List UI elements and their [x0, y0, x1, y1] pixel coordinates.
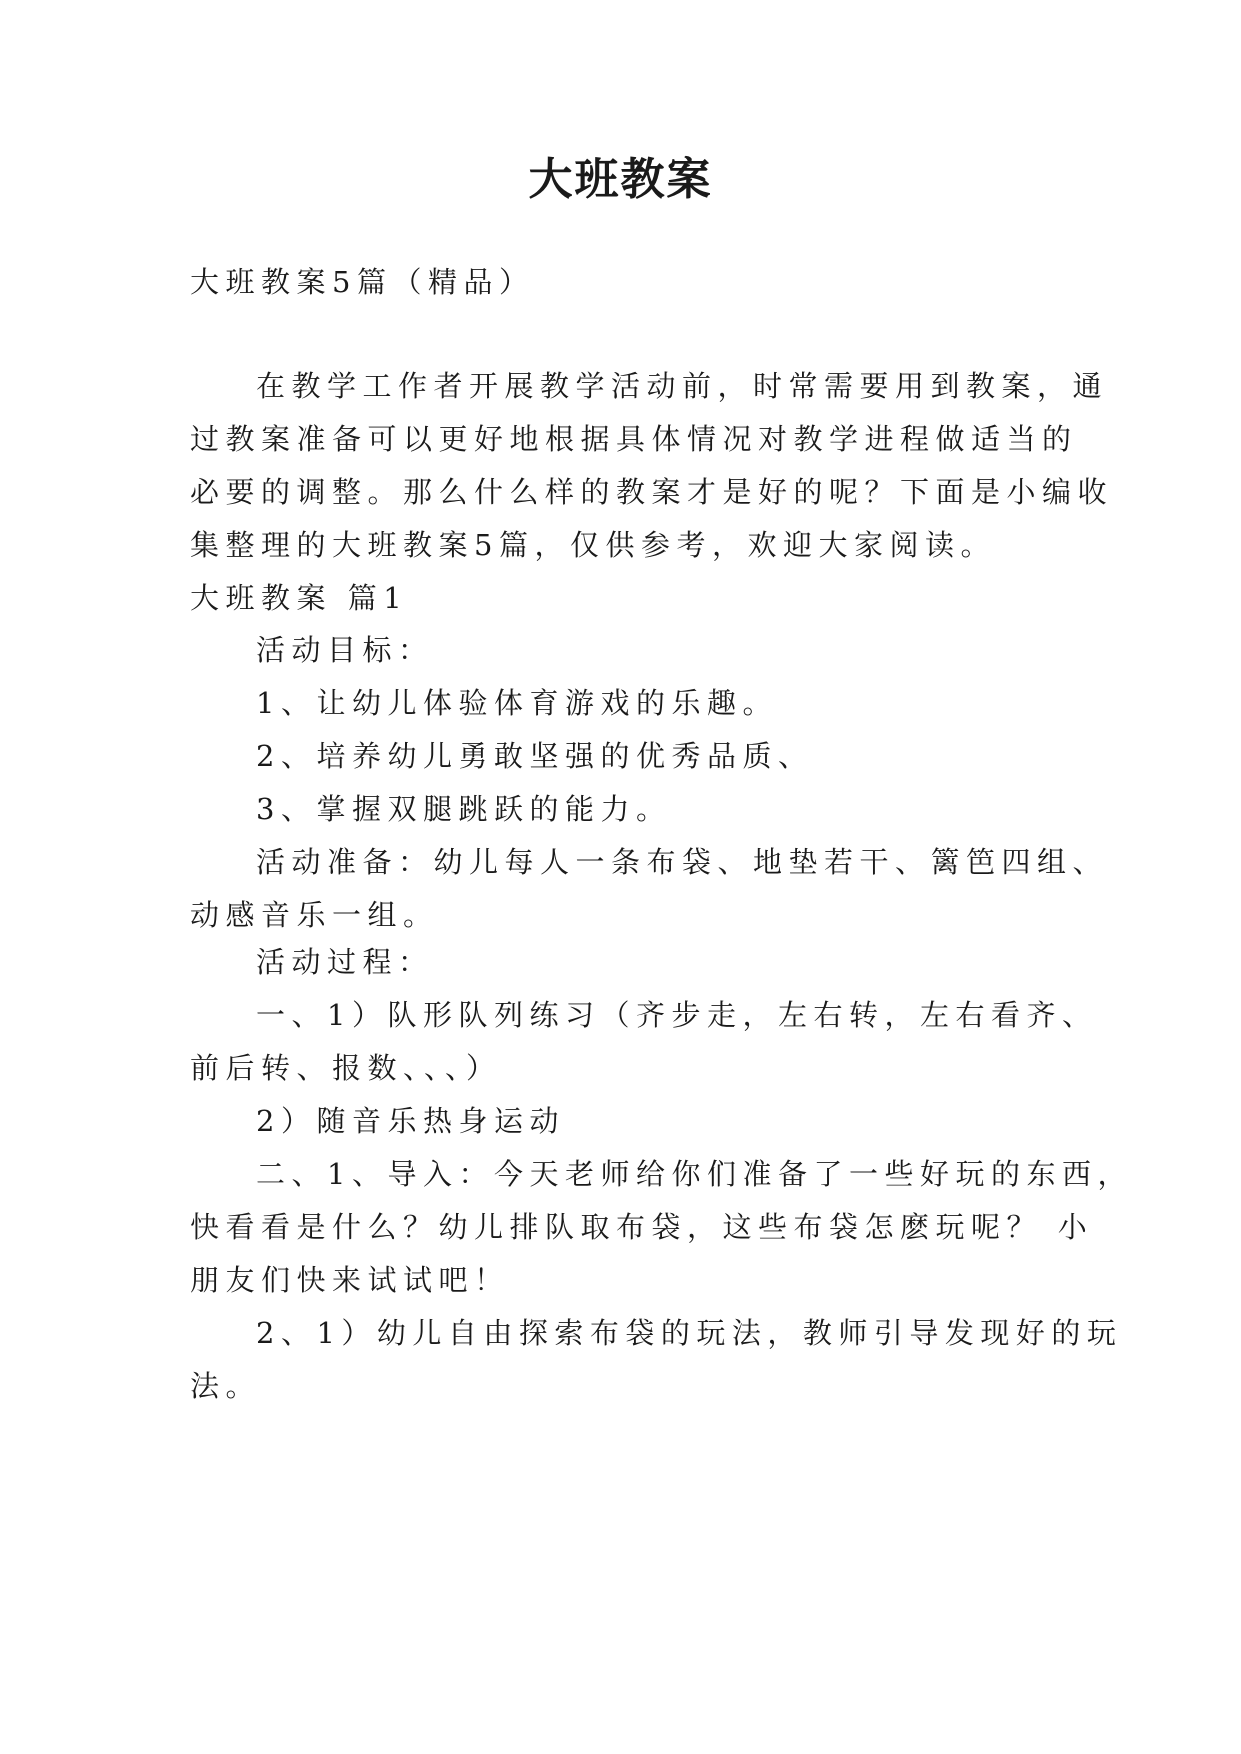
- body-line: 3、掌握双腿跳跃的能力。: [256, 792, 672, 826]
- body-line: 动感音乐一组。: [190, 898, 439, 932]
- body-line: 快看看是什么？幼儿排队取布袋，这些布袋怎麽玩呢？ 小: [190, 1210, 1094, 1244]
- body-line: 活动过程：: [256, 945, 434, 979]
- body-line: 2、培养幼儿勇敢坚强的优秀品质、: [256, 739, 814, 773]
- document-subtitle: 大班教案5篇（精品）: [190, 265, 535, 299]
- body-line: 2）随音乐热身运动: [256, 1104, 565, 1138]
- intro-line: 在教学工作者开展教学活动前，时常需要用到教案，通: [256, 369, 1109, 403]
- intro-line: 必要的调整。那么什么样的教案才是好的呢？下面是小编收: [190, 475, 1114, 509]
- document-title: 大班教案: [528, 154, 713, 205]
- body-line: 1、让幼儿体验体育游戏的乐趣。: [256, 686, 778, 720]
- body-line: 前后转、报数、、、）: [190, 1051, 502, 1085]
- body-line: 一、1）队形队列练习（齐步走，左右转，左右看齐、: [256, 998, 1098, 1032]
- body-line: 2、1）幼儿自由探索布袋的玩法，教师引导发现好的玩: [256, 1316, 1123, 1350]
- section-heading: 大班教案 篇1: [190, 581, 409, 615]
- body-line: 活动目标：: [256, 633, 434, 667]
- body-line: 二、1、导入：今天老师给你们准备了一些好玩的东西，: [256, 1157, 1133, 1191]
- body-line: 朋友们快来试试吧！: [190, 1263, 510, 1297]
- body-line: 活动准备：幼儿每人一条布袋、地垫若干、篱笆四组、: [256, 845, 1109, 879]
- intro-line: 过教案准备可以更好地根据具体情况对教学进程做适当的: [190, 422, 1078, 456]
- intro-line: 集整理的大班教案5篇，仅供参考，欢迎大家阅读。: [190, 528, 996, 562]
- body-line: 法。: [190, 1369, 262, 1403]
